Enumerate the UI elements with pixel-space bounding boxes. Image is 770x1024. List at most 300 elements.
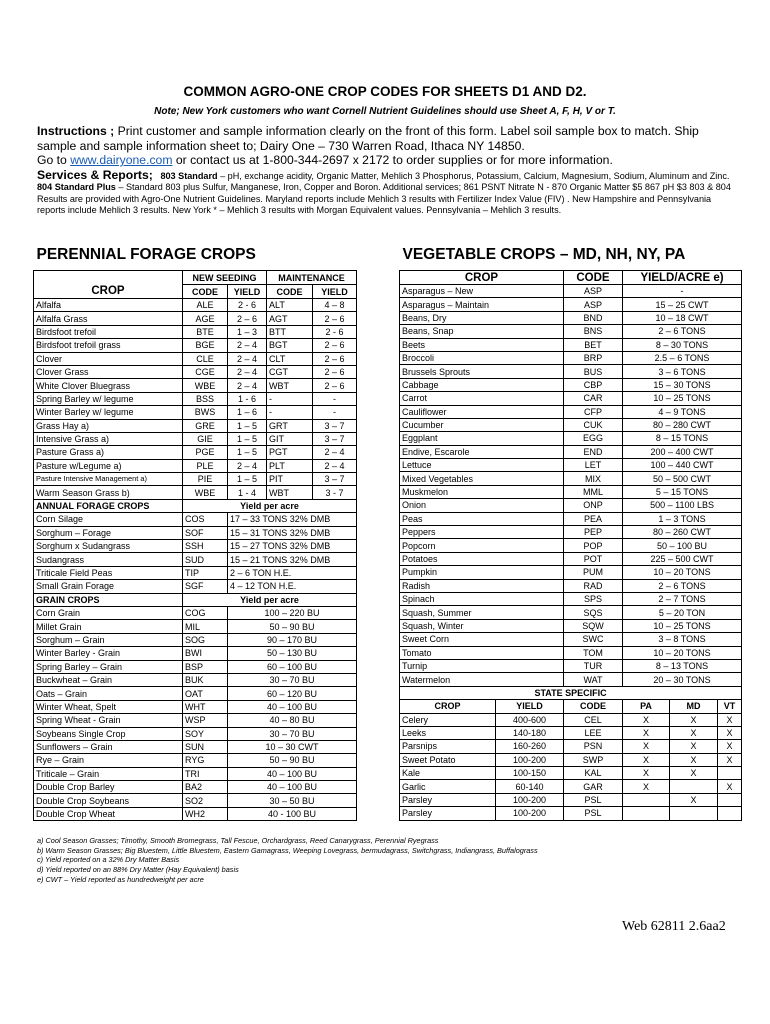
crop-code: SUN xyxy=(183,740,228,753)
table-row xyxy=(400,592,742,605)
table-row xyxy=(400,753,742,766)
crop-code: SPS xyxy=(564,592,623,605)
crop-code: TUR xyxy=(564,659,623,672)
table-cell: PLE xyxy=(183,459,228,472)
crop-name: Turnip xyxy=(400,659,564,672)
crop-yield: 10 – 25 TONS xyxy=(623,392,742,405)
crop-yield: 60 – 120 BU xyxy=(228,687,357,700)
table-cell: 2 - 6 xyxy=(228,299,267,312)
crop-code: RYG xyxy=(183,754,228,767)
table-row xyxy=(400,659,742,672)
crop-code: SGF xyxy=(183,580,228,593)
crop-name: Parsley xyxy=(400,793,496,806)
standard-plus-text: – Standard 803 plus Sulfur, Manganese, Iron, Copper and Boron. Additional services; 861 PSNT Nitrate N - 870 Organic Matter $5 867 pH $3 803 & 804 Results are provided with Agro-One Nutrient Guidelines. Maryland reports include Mehlich 3 results with Fertilizer Index Value (FIV) . New Hampshire and Pennsylvania reports include Mehlich 3 results. New York * – Mehlich 3 results with Morgan Equivalent values. Pennsylvania – Mehlich 3 results. xyxy=(37,182,731,215)
table-cell: 3 – 7 xyxy=(313,432,357,445)
state-column-header: VT xyxy=(718,700,742,713)
crop-yield: 50 – 90 BU xyxy=(228,620,357,633)
crop-yield: 20 – 30 TONS xyxy=(623,673,742,686)
table-row xyxy=(34,526,357,539)
crop-name: Sweet Corn xyxy=(400,633,564,646)
table-cell: 2 – 6 xyxy=(313,379,357,392)
table-row xyxy=(400,311,742,324)
table-cell: 2 – 6 xyxy=(313,339,357,352)
crop-name: Mixed Vegetables xyxy=(400,472,564,485)
table-cell: 100-200 xyxy=(496,807,564,820)
yield-header: YIELD xyxy=(228,285,267,299)
table-cell: 2 - 6 xyxy=(313,325,357,338)
table-cell: 160-260 xyxy=(496,740,564,753)
web-code: Web 62811 2.6aa2 xyxy=(622,919,726,934)
table-row xyxy=(34,606,357,619)
crop-yield: 4 – 12 TON H.E. xyxy=(228,580,357,593)
crop-name: Brussels Sprouts xyxy=(400,365,564,378)
crop-code: SQS xyxy=(564,606,623,619)
crop-name: Alfalfa xyxy=(34,299,183,312)
services-reports xyxy=(37,170,739,216)
table-cell: X xyxy=(670,740,718,753)
crop-name: Triticale Field Peas xyxy=(34,566,183,579)
table-cell: PIE xyxy=(183,473,228,486)
crop-code: CAR xyxy=(564,392,623,405)
vegetable-crops-table xyxy=(399,240,742,821)
crop-name: Birdsfoot trefoil xyxy=(34,325,183,338)
table-cell: 1 – 3 xyxy=(228,325,267,338)
crop-name: Squash, Summer xyxy=(400,606,564,619)
table-row xyxy=(34,767,357,780)
table-row xyxy=(34,432,357,445)
crop-name: Grass Hay a) xyxy=(34,419,183,432)
crop-yield: 40 – 100 BU xyxy=(228,700,357,713)
crop-code: WSP xyxy=(183,714,228,727)
crop-name: Garlic xyxy=(400,780,496,793)
table-cell: WBT xyxy=(267,379,313,392)
crop-yield: 3 – 6 TONS xyxy=(623,365,742,378)
table-row xyxy=(34,647,357,660)
state-column-header: PA xyxy=(623,700,670,713)
table-cell: X xyxy=(718,780,742,793)
table-cell xyxy=(718,807,742,820)
new-seeding-header: NEW SEEDING xyxy=(183,271,267,285)
crop-code: SSH xyxy=(183,540,228,553)
crop-yield: 30 – 70 BU xyxy=(228,673,357,686)
crop-yield: 40 – 100 BU xyxy=(228,781,357,794)
table-row xyxy=(400,793,742,806)
crop-yield: 30 – 50 BU xyxy=(228,794,357,807)
table-row xyxy=(400,767,742,780)
crop-code: BNS xyxy=(564,325,623,338)
table-cell: AGT xyxy=(267,312,313,325)
state-column-header: CODE xyxy=(564,700,623,713)
table-cell: X xyxy=(623,780,670,793)
crop-code: PEA xyxy=(564,512,623,525)
table-row xyxy=(34,687,357,700)
crop-name: Winter Barley - Grain xyxy=(34,647,183,660)
table-row xyxy=(34,794,357,807)
table-cell: BGT xyxy=(267,339,313,352)
table-cell: WBE xyxy=(183,486,228,499)
table-cell: X xyxy=(718,726,742,739)
table-row xyxy=(34,781,357,794)
table-row xyxy=(400,512,742,525)
crop-yield: 15 – 25 CWT xyxy=(623,298,742,311)
crop-name: Corn Silage xyxy=(34,513,183,526)
crop-header: CROP xyxy=(400,271,564,285)
table-cell: CEL xyxy=(564,713,623,726)
crop-yield: 8 – 15 TONS xyxy=(623,432,742,445)
crop-name: Oats – Grain xyxy=(34,687,183,700)
crop-yield: 10 – 30 CWT xyxy=(228,740,357,753)
crop-name: Pasture w/Legume a) xyxy=(34,459,183,472)
crop-name: Sweet Potato xyxy=(400,753,496,766)
table-row xyxy=(400,673,742,686)
crop-code: WAT xyxy=(564,673,623,686)
footnote: c) Yield reported on a 32% Dry Matter Basis xyxy=(37,855,180,865)
crop-name: Parsley xyxy=(400,807,496,820)
crop-name: Soybeans Single Crop xyxy=(34,727,183,740)
crop-yield: - xyxy=(623,285,742,298)
crop-yield: 8 – 13 TONS xyxy=(623,659,742,672)
table-row xyxy=(34,673,357,686)
crop-yield: 500 – 1100 LBS xyxy=(623,499,742,512)
crop-yield: 50 – 90 BU xyxy=(228,754,357,767)
crop-name: Muskmelon xyxy=(400,485,564,498)
footnote: e) CWT – Yield reported as hundredweight per acre xyxy=(37,874,204,884)
crop-code: ONP xyxy=(564,499,623,512)
crop-code: PEP xyxy=(564,526,623,539)
table-cell: 100-200 xyxy=(496,753,564,766)
crop-name: Carrot xyxy=(400,392,564,405)
crop-code: END xyxy=(564,445,623,458)
crop-name: Squash, Winter xyxy=(400,619,564,632)
table-row xyxy=(400,445,742,458)
footnotes xyxy=(37,836,737,885)
table-cell: GRT xyxy=(267,419,313,432)
table-row xyxy=(34,446,357,459)
table-row xyxy=(34,459,357,472)
crop-code: SUD xyxy=(183,553,228,566)
crop-header: CROP xyxy=(34,285,183,299)
table-cell xyxy=(623,793,670,806)
crop-name: Alfalfa Grass xyxy=(34,312,183,325)
table-cell: BTT xyxy=(267,325,313,338)
table-cell: X xyxy=(670,713,718,726)
table-row xyxy=(400,418,742,431)
state-specific-row xyxy=(400,686,742,699)
crop-yield: 80 – 260 CWT xyxy=(623,526,742,539)
crop-yield: 40 – 80 BU xyxy=(228,714,357,727)
crop-code: TIP xyxy=(183,566,228,579)
crop-yield: 4 – 9 TONS xyxy=(623,405,742,418)
section-header: GRAIN CROPS xyxy=(34,593,183,606)
table-row xyxy=(34,486,357,499)
table-cell: 400-600 xyxy=(496,713,564,726)
table-cell: CLT xyxy=(267,352,313,365)
table-cell: X xyxy=(623,740,670,753)
table-cell: PSL xyxy=(564,793,623,806)
table-row xyxy=(34,754,357,767)
table-cell: 3 – 7 xyxy=(313,419,357,432)
state-column-header: CROP xyxy=(400,700,496,713)
crop-name: Beans, Snap xyxy=(400,325,564,338)
crop-name: Millet Grain xyxy=(34,620,183,633)
crop-name: Spring Barley – Grain xyxy=(34,660,183,673)
table-cell xyxy=(623,807,670,820)
crop-code: SWC xyxy=(564,633,623,646)
crop-name: Eggplant xyxy=(400,432,564,445)
crop-yield: 10 – 25 TONS xyxy=(623,619,742,632)
table-row xyxy=(400,646,742,659)
table-row xyxy=(400,633,742,646)
table-row xyxy=(400,740,742,753)
crop-name: Parsnips xyxy=(400,740,496,753)
table-row xyxy=(400,566,742,579)
table-cell: SWP xyxy=(564,753,623,766)
crop-yield: 17 – 33 TONS 32% DMB xyxy=(228,513,357,526)
crop-code: CBP xyxy=(564,378,623,391)
table-cell: 2 – 6 xyxy=(313,352,357,365)
crop-code: BUK xyxy=(183,673,228,686)
crop-name: Broccoli xyxy=(400,351,564,364)
crop-yield: 50 – 500 CWT xyxy=(623,472,742,485)
crop-yield: 30 – 70 BU xyxy=(228,727,357,740)
crop-name: Pasture Intensive Management a) xyxy=(34,473,183,486)
crop-name: Beans, Dry xyxy=(400,311,564,324)
table-row xyxy=(34,352,357,365)
table-row xyxy=(400,325,742,338)
table-row xyxy=(34,473,357,486)
standard-text: – pH, exchange acidity, Organic Matter, Mehlich 3 Phosphorus, Potassium, Calcium, Magnesium, Sodium, Aluminum and Zinc. xyxy=(217,171,730,181)
table-cell: ALT xyxy=(267,299,313,312)
instructions-text-2: Go to xyxy=(37,153,71,168)
crop-code: COS xyxy=(183,513,228,526)
crop-code: MIX xyxy=(564,472,623,485)
crop-code: BUS xyxy=(564,365,623,378)
table-cell: X xyxy=(623,713,670,726)
instructions-text-3: or contact us at 1-800-344-2697 x 2172 to order supplies or for more information. xyxy=(172,153,613,168)
table-row xyxy=(400,392,742,405)
crop-name: Spring Wheat - Grain xyxy=(34,714,183,727)
crop-code: MIL xyxy=(183,620,228,633)
crop-name: Intensive Grass a) xyxy=(34,432,183,445)
table-row xyxy=(400,432,742,445)
crop-name: Double Crop Barley xyxy=(34,781,183,794)
table-cell: GIE xyxy=(183,432,228,445)
table-cell: 2 – 4 xyxy=(228,365,267,378)
table-cell xyxy=(670,780,718,793)
crop-yield: 50 – 130 BU xyxy=(228,647,357,660)
crop-code: EGG xyxy=(564,432,623,445)
crop-yield: 2 – 6 TONS xyxy=(623,325,742,338)
table-cell: PGT xyxy=(267,446,313,459)
crop-name: Peas xyxy=(400,512,564,525)
table-row xyxy=(34,419,357,432)
table-row xyxy=(400,378,742,391)
crop-name: Asparagus – New xyxy=(400,285,564,298)
crop-yield: 5 – 15 TONS xyxy=(623,485,742,498)
table-row xyxy=(34,540,357,553)
crop-code: OAT xyxy=(183,687,228,700)
crop-name: Small Grain Forage xyxy=(34,580,183,593)
table-row xyxy=(400,485,742,498)
code-header: CODE xyxy=(183,285,228,299)
table-row xyxy=(34,633,357,646)
crop-name: Double Crop Soybeans xyxy=(34,794,183,807)
table-cell: - xyxy=(267,406,313,419)
crop-code: SO2 xyxy=(183,794,228,807)
crop-yield: 80 – 280 CWT xyxy=(623,418,742,431)
table-row xyxy=(34,379,357,392)
table-cell xyxy=(718,793,742,806)
perennial-forage-table xyxy=(33,240,357,821)
table-cell: X xyxy=(718,740,742,753)
crop-code: RAD xyxy=(564,579,623,592)
crop-name: Peppers xyxy=(400,526,564,539)
crop-name: Kale xyxy=(400,767,496,780)
table-cell: X xyxy=(718,753,742,766)
table-cell: LEE xyxy=(564,726,623,739)
table-cell: PIT xyxy=(267,473,313,486)
crop-name: Sorghum – Forage xyxy=(34,526,183,539)
table-row xyxy=(34,299,357,312)
footnote: d) Yield reported on an 88% Dry Matter (Hay Equivalent) basis xyxy=(37,865,239,875)
table-cell: X xyxy=(718,713,742,726)
table-cell: PSL xyxy=(564,807,623,820)
table-cell: X xyxy=(623,726,670,739)
crop-yield: 10 – 20 TONS xyxy=(623,566,742,579)
crop-name: Leeks xyxy=(400,726,496,739)
crop-code: CFP xyxy=(564,405,623,418)
crop-yield: 90 – 170 BU xyxy=(228,633,357,646)
table-cell xyxy=(670,807,718,820)
crop-yield: 40 – 100 BU xyxy=(228,767,357,780)
table-cell: X xyxy=(670,753,718,766)
cornell-note: Note; New York customers who want Cornell Nutrient Guidelines should use Sheet A, F, H, V or T. xyxy=(154,106,616,117)
table-row xyxy=(34,566,357,579)
crop-name: Warm Season Grass b) xyxy=(34,486,183,499)
table-cell: 2 – 4 xyxy=(228,459,267,472)
footnote: a) Cool Season Grasses; Timothy, Smooth Bromegrass, Tall Fescue, Orchardgrass, Reed Canarygrass, Perennial Ryegrass xyxy=(37,836,439,845)
standard-label: 803 Standard xyxy=(160,171,218,181)
crop-code: PUM xyxy=(564,566,623,579)
crop-yield: 100 – 440 CWT xyxy=(623,459,742,472)
crop-code: SOF xyxy=(183,526,228,539)
crop-yield: 3 – 8 TONS xyxy=(623,633,742,646)
crop-name: Winter Barley w/ legume xyxy=(34,406,183,419)
crop-code: COG xyxy=(183,606,228,619)
table-row xyxy=(400,298,742,311)
crop-code: BSP xyxy=(183,660,228,673)
dairyone-link[interactable]: www.dairyone.com xyxy=(70,153,173,168)
crop-yield: 200 – 400 CWT xyxy=(623,445,742,458)
table-cell: 3 - 7 xyxy=(313,486,357,499)
table-row xyxy=(400,606,742,619)
yield-per-acre-header: Yield per acre xyxy=(183,593,357,606)
crop-name: Sudangrass xyxy=(34,553,183,566)
state-header-row xyxy=(400,700,742,713)
crop-name: Cabbage xyxy=(400,378,564,391)
crop-yield: 15 – 30 TONS xyxy=(623,378,742,391)
table-row xyxy=(34,660,357,673)
table-row xyxy=(34,325,357,338)
crop-yield: 2 – 7 TONS xyxy=(623,592,742,605)
crop-code: SOY xyxy=(183,727,228,740)
crop-name: White Clover Bluegrass xyxy=(34,379,183,392)
table-row xyxy=(400,619,742,632)
table-cell: BSS xyxy=(183,392,228,405)
table-cell: 2 – 4 xyxy=(313,446,357,459)
table-row xyxy=(34,312,357,325)
table-row xyxy=(400,459,742,472)
crop-yield: 2 – 6 TONS xyxy=(623,579,742,592)
footnote: b) Warm Season Grasses; Big Bluestem, Little Bluestem, Eastern Gamagrass, Weeping Lovegrass, bermudagrass, Switchgrass, Indiangrass, Buffalograss xyxy=(37,845,538,855)
table-cell: GIT xyxy=(267,432,313,445)
crop-name: Radish xyxy=(400,579,564,592)
crop-name: Sunflowers – Grain xyxy=(34,740,183,753)
crop-yield: 40 - 100 BU xyxy=(228,807,357,820)
crop-name: Winter Wheat, Spelt xyxy=(34,700,183,713)
crop-name: Birdsfoot trefoil grass xyxy=(34,339,183,352)
table-cell: BTE xyxy=(183,325,228,338)
table-row xyxy=(400,713,742,726)
table-row xyxy=(34,727,357,740)
crop-yield: 15 – 21 TONS 32% DMB xyxy=(228,553,357,566)
crop-code: LET xyxy=(564,459,623,472)
table-cell: 2 – 6 xyxy=(313,365,357,378)
crop-name: Beets xyxy=(400,338,564,351)
yield-header: YIELD xyxy=(313,285,357,299)
table-row xyxy=(34,406,357,419)
perennial-heading: PERENNIAL FORAGE CROPS xyxy=(34,240,357,271)
crop-name: Cauliflower xyxy=(400,405,564,418)
table-cell: BWS xyxy=(183,406,228,419)
crop-code: ASP xyxy=(564,298,623,311)
state-specific-header: STATE SPECIFIC xyxy=(400,686,742,699)
crop-name: Triticale – Grain xyxy=(34,767,183,780)
table-cell: 1 – 6 xyxy=(228,406,267,419)
table-cell: CLE xyxy=(183,352,228,365)
crop-name: Sorghum x Sudangrass xyxy=(34,540,183,553)
table-cell: - xyxy=(313,392,357,405)
table-cell: CGE xyxy=(183,365,228,378)
instructions xyxy=(37,124,737,168)
table-row xyxy=(34,700,357,713)
crop-name: Clover Grass xyxy=(34,365,183,378)
table-row xyxy=(34,580,357,593)
crop-name: Popcorn xyxy=(400,539,564,552)
crop-name: Lettuce xyxy=(400,459,564,472)
crop-name: Sorghum – Grain xyxy=(34,633,183,646)
table-cell: ALE xyxy=(183,299,228,312)
crop-yield: 10 – 18 CWT xyxy=(623,311,742,324)
crop-name: Watermelon xyxy=(400,673,564,686)
crop-name: Pasture Grass a) xyxy=(34,446,183,459)
table-cell: X xyxy=(670,793,718,806)
table-row xyxy=(34,807,357,820)
crop-code: TRI xyxy=(183,767,228,780)
table-cell: 1 - 6 xyxy=(228,392,267,405)
table-row xyxy=(400,285,742,298)
table-row xyxy=(400,526,742,539)
table-row xyxy=(34,553,357,566)
crop-code: POP xyxy=(564,539,623,552)
table-row xyxy=(400,726,742,739)
crop-yield: 1 – 3 TONS xyxy=(623,512,742,525)
crop-code: BA2 xyxy=(183,781,228,794)
crop-code: CUK xyxy=(564,418,623,431)
yield-per-acre-header: Yield per acre xyxy=(183,499,357,512)
table-cell: - xyxy=(313,406,357,419)
crop-name: Clover xyxy=(34,352,183,365)
